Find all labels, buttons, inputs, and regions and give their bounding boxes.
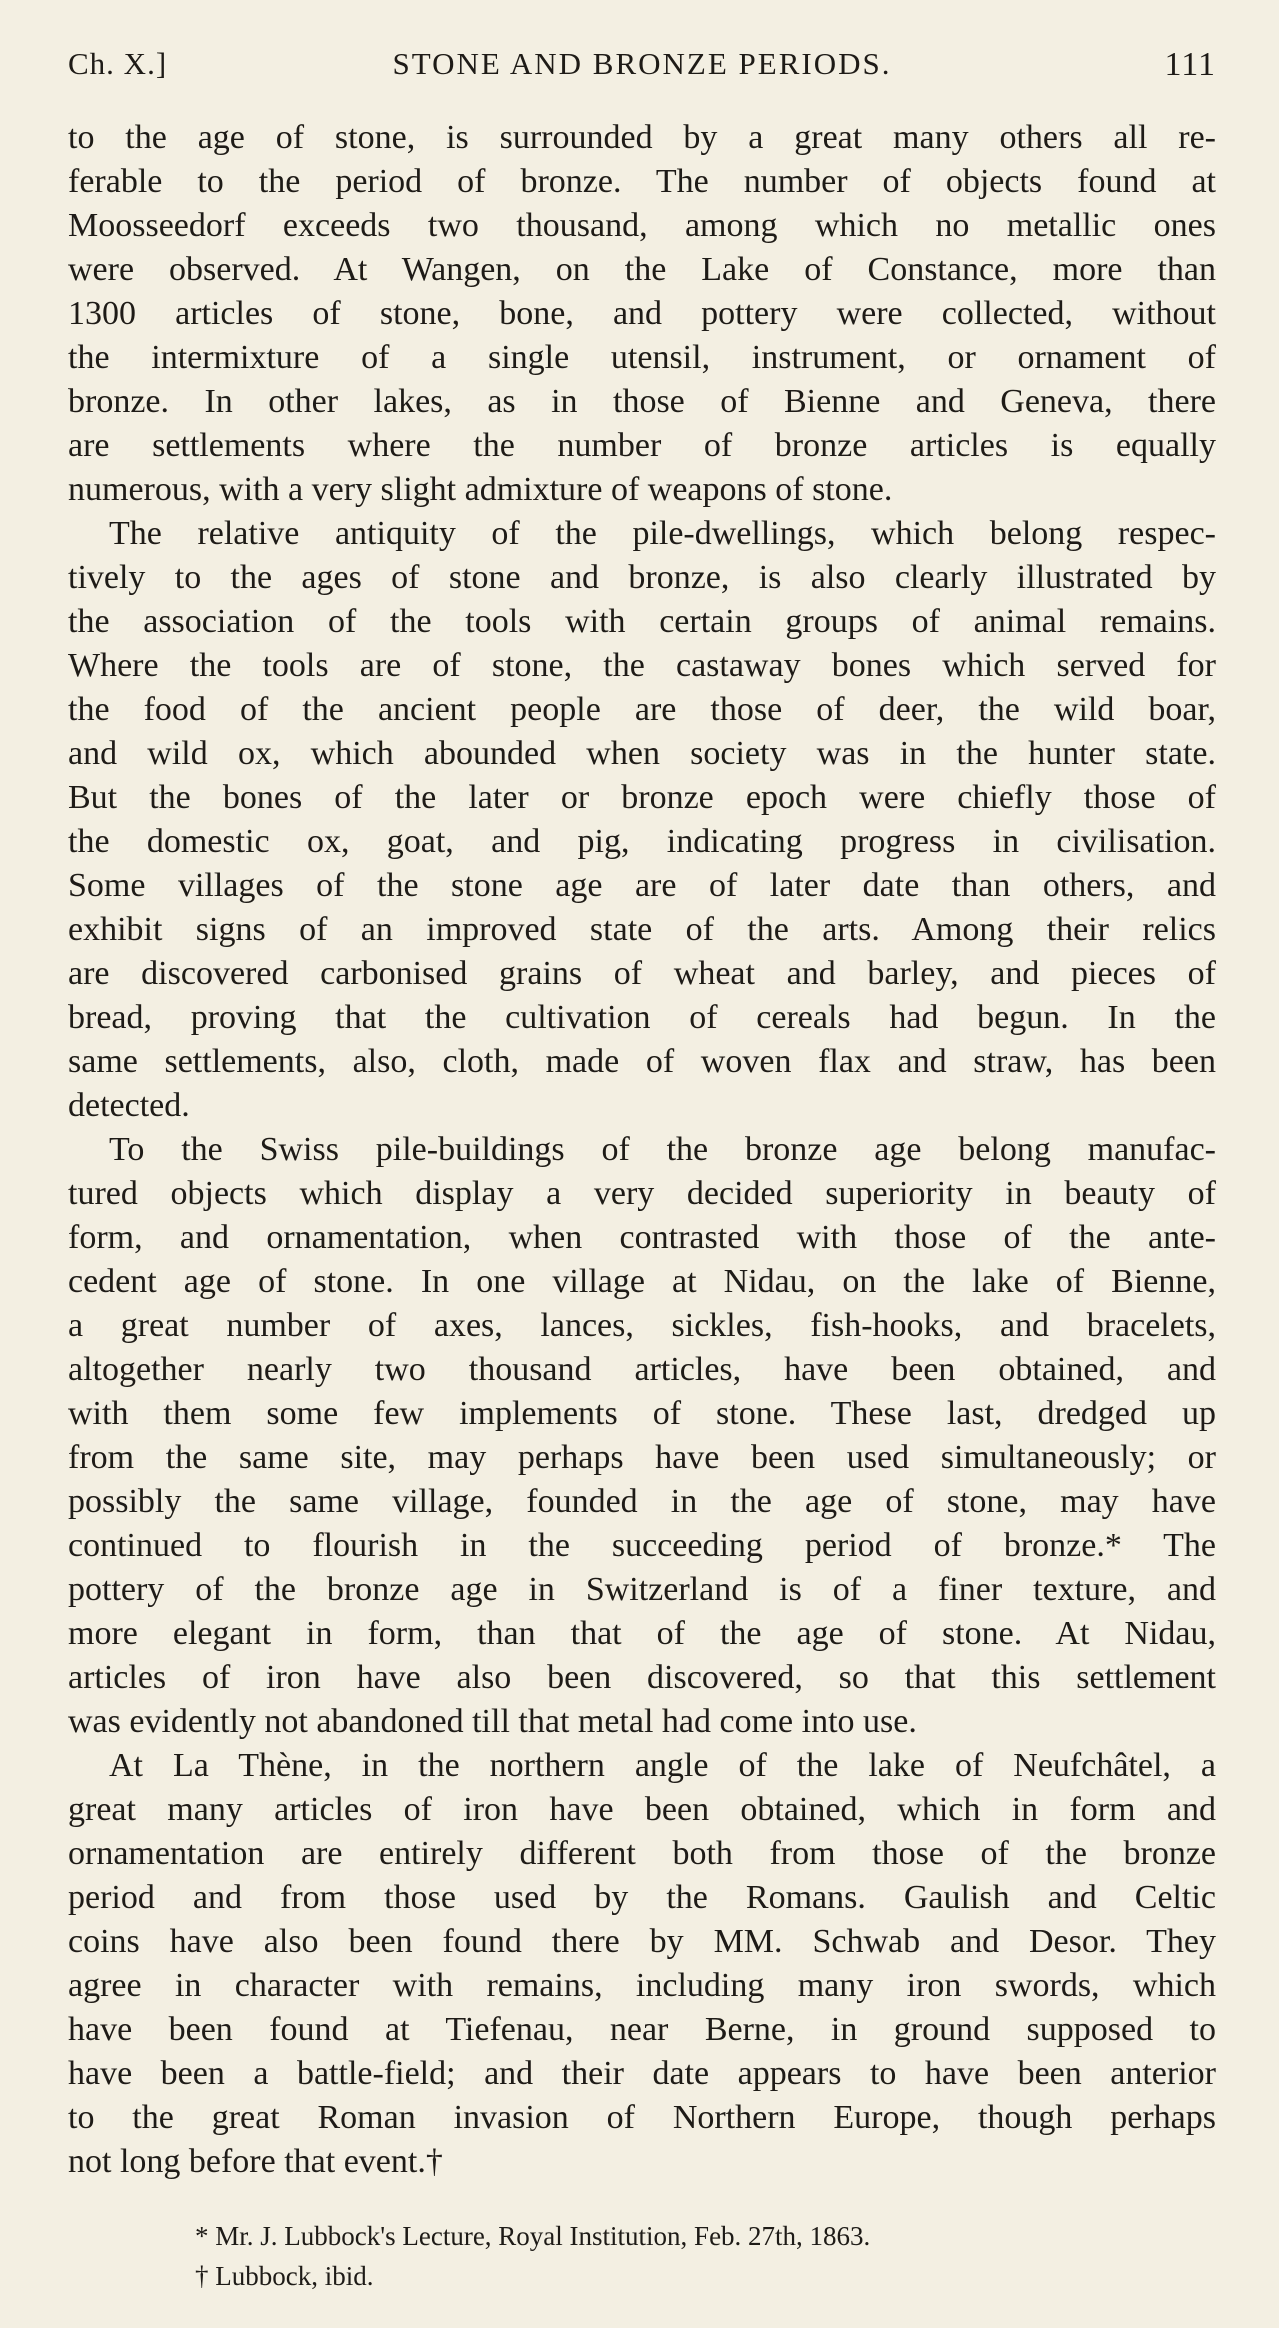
text-line: But the bones of the later or bronze epoch were chiefly those of xyxy=(68,779,1216,816)
text-line: articles of iron have also been discovered, so that this settlement xyxy=(68,1659,1216,1696)
text-line: are discovered carbonised grains of wheat and barley, and pieces of xyxy=(68,955,1216,992)
footnote: † Lubbock, ibid. xyxy=(195,2261,374,2291)
text-line: detected. xyxy=(68,1087,190,1124)
text-line: not long before that event.† xyxy=(68,2143,443,2180)
text-line: tively to the ages of stone and bronze, is also clearly illustrated by xyxy=(68,559,1216,596)
text-line: to the great Roman invasion of Northern Europe, though perhaps xyxy=(68,2099,1216,2136)
text-line: period and from those used by the Romans. Gaulish and Celtic xyxy=(68,1879,1216,1916)
page-number: 111 xyxy=(1164,46,1216,83)
text-line: possibly the same village, founded in the age of stone, may have xyxy=(68,1483,1216,1520)
text-line: numerous, with a very slight admixture of weapons of stone. xyxy=(68,471,893,508)
text-line: have been a battle-field; and their date appears to have been anterior xyxy=(68,2055,1216,2092)
text-line: bronze. In other lakes, as in those of Bienne and Geneva, there xyxy=(68,383,1216,420)
chapter-label: Ch. X.] xyxy=(68,46,168,81)
text-line: to the age of stone, is surrounded by a great many others all re- xyxy=(68,119,1216,156)
text-line: tured objects which display a very decided superiority in beauty of xyxy=(68,1175,1216,1212)
paragraph-start-line: The relative antiquity of the pile-dwellings, which belong respec- xyxy=(109,515,1216,552)
text-line: continued to flourish in the succeeding period of bronze.* The xyxy=(68,1527,1216,1564)
text-line: more elegant in form, than that of the age of stone. At Nidau, xyxy=(68,1615,1216,1652)
text-line: the association of the tools with certain groups of animal remains. xyxy=(68,603,1216,640)
text-line: are settlements where the number of bronze articles is equally xyxy=(68,427,1216,464)
text-line: ornamentation are entirely different both from those of the bronze xyxy=(68,1835,1216,1872)
paragraph-start-line: At La Thène, in the northern angle of the lake of Neufchâtel, a xyxy=(109,1747,1216,1784)
running-header xyxy=(68,46,1216,86)
text-line: was evidently not abandoned till that metal had come into use. xyxy=(68,1703,917,1740)
text-line: cedent age of stone. In one village at Nidau, on the lake of Bienne, xyxy=(68,1263,1216,1300)
text-line: Where the tools are of stone, the castaway bones which served for xyxy=(68,647,1216,684)
text-line: Some villages of the stone age are of later date than others, and xyxy=(68,867,1216,904)
running-title: STONE AND BRONZE PERIODS. xyxy=(392,46,892,81)
text-line: pottery of the bronze age in Switzerland is of a finer texture, and xyxy=(68,1571,1216,1608)
text-line: ferable to the period of bronze. The number of objects found at xyxy=(68,163,1216,200)
text-line: bread, proving that the cultivation of cereals had begun. In the xyxy=(68,999,1216,1036)
text-line: Moosseedorf exceeds two thousand, among which no metallic ones xyxy=(68,207,1216,244)
text-line: agree in character with remains, including many iron swords, which xyxy=(68,1967,1216,2004)
text-line: form, and ornamentation, when contrasted with those of the ante- xyxy=(68,1219,1216,1256)
text-line: and wild ox, which abounded when society was in the hunter state. xyxy=(68,735,1216,772)
paragraph-start-line: To the Swiss pile-buildings of the bronze age belong manufac- xyxy=(109,1131,1216,1168)
text-line: have been found at Tiefenau, near Berne, in ground supposed to xyxy=(68,2011,1216,2048)
text-line: great many articles of iron have been obtained, which in form and xyxy=(68,1791,1216,1828)
text-line: with them some few implements of stone. These last, dredged up xyxy=(68,1395,1216,1432)
text-line: the food of the ancient people are those of deer, the wild boar, xyxy=(68,691,1216,728)
text-line: a great number of axes, lances, sickles, fish-hooks, and bracelets, xyxy=(68,1307,1216,1344)
text-line: were observed. At Wangen, on the Lake of Constance, more than xyxy=(68,251,1216,288)
text-line: the intermixture of a single utensil, instrument, or ornament of xyxy=(68,339,1216,376)
text-line: same settlements, also, cloth, made of woven flax and straw, has been xyxy=(68,1043,1216,1080)
footnote: * Mr. J. Lubbock's Lecture, Royal Institution, Feb. 27th, 1863. xyxy=(195,2221,871,2251)
text-line: 1300 articles of stone, bone, and pottery were collected, without xyxy=(68,295,1216,332)
text-line: exhibit signs of an improved state of the arts. Among their relics xyxy=(68,911,1216,948)
text-line: from the same site, may perhaps have been used simultaneously; or xyxy=(68,1439,1216,1476)
text-line: altogether nearly two thousand articles, have been obtained, and xyxy=(68,1351,1216,1388)
text-line: coins have also been found there by MM. Schwab and Desor. They xyxy=(68,1923,1216,1960)
text-line: the domestic ox, goat, and pig, indicating progress in civilisation. xyxy=(68,823,1216,860)
